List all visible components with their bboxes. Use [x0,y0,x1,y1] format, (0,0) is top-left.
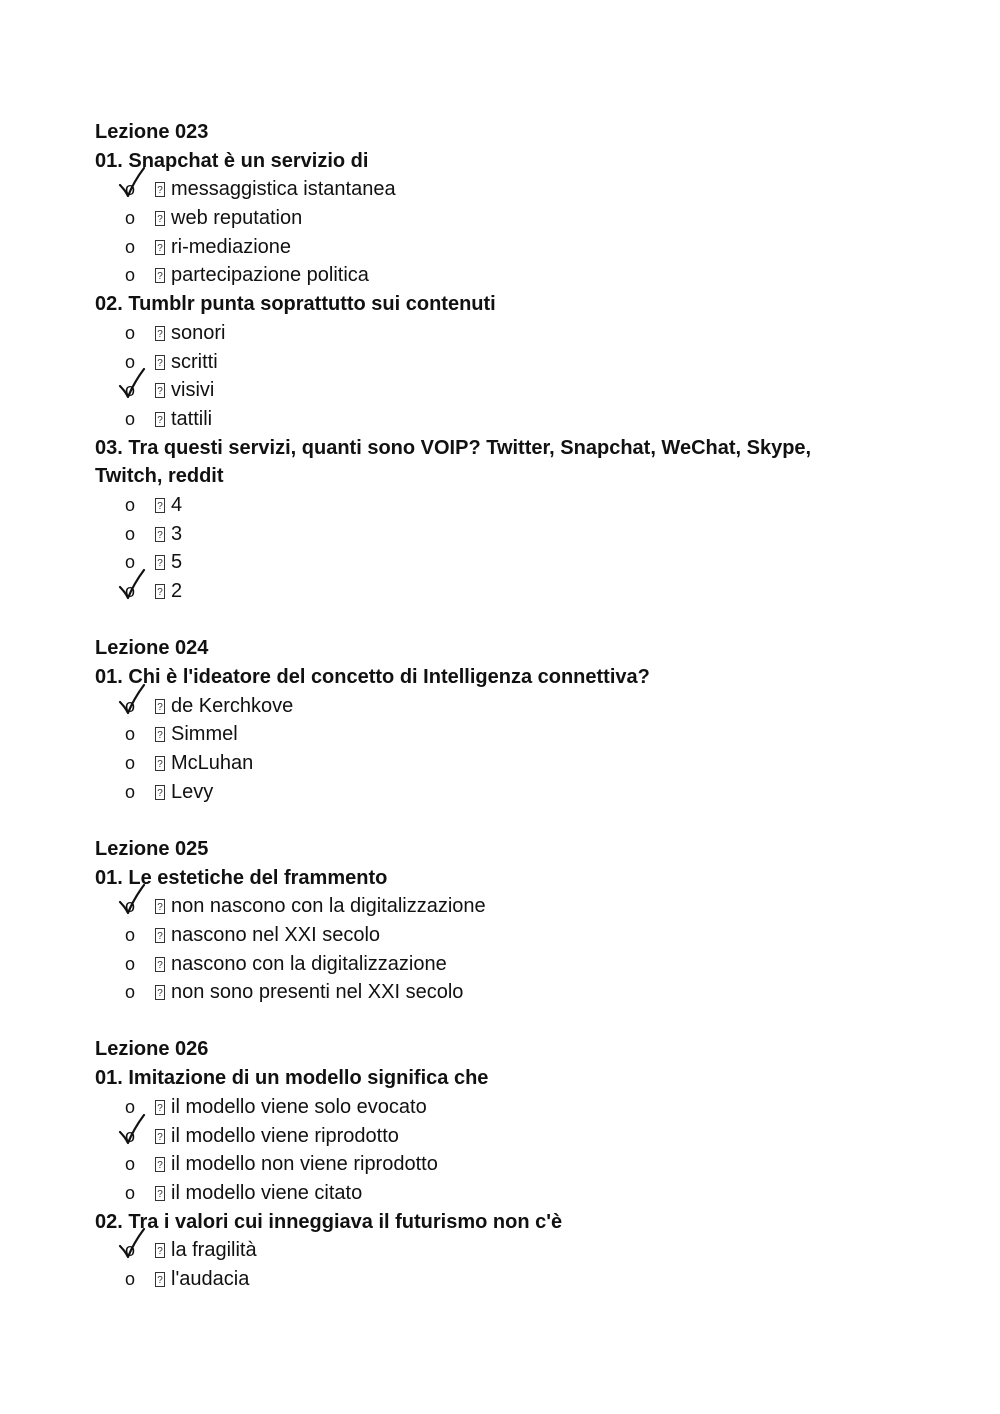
answer-option[interactable] [95,950,935,979]
bullet-icon: o [125,724,136,745]
answer-option[interactable] [95,1150,935,1179]
lesson-section [95,634,935,806]
answer-option[interactable] [95,720,935,749]
bullet-icon: o [125,1268,136,1289]
bullet-icon: o [125,1240,136,1261]
option-text: partecipazione politica [171,264,369,287]
option-text: 5 [171,551,183,574]
option-text: Simmel [171,723,238,746]
option-text: Levy [171,780,214,803]
missing-glyph-box-icon [155,727,165,742]
bullet-icon: o [125,351,136,372]
question-text: 01. Chi è l'ideatore del concetto di Intelligenza connettiva? [95,665,650,688]
answer-option[interactable] [95,1236,935,1265]
checkmark-icon [117,567,147,601]
answer-option[interactable] [95,1093,935,1122]
answer-option[interactable] [95,376,935,405]
bullet-icon: o [125,752,136,773]
lesson-title: Lezione 023 [95,121,209,143]
bullet-icon: o [125,494,136,515]
option-text: McLuhan [171,751,254,774]
option-text: la fragilità [171,1239,257,1262]
answer-option[interactable] [95,921,935,950]
missing-glyph-box-icon [155,355,165,370]
answer-option[interactable] [95,778,935,807]
missing-glyph-box-icon [155,1243,165,1258]
missing-glyph-box-icon [155,527,165,542]
checkmark-icon [117,1226,147,1260]
bullet-icon: o [125,924,136,945]
bullet-icon: o [125,265,136,286]
answer-option[interactable] [95,548,935,577]
question-text: 01. Imitazione di un modello significa che [95,1067,489,1090]
bullet-icon: o [125,1182,136,1203]
lesson-title: Lezione 024 [95,637,209,660]
bullet-icon: o [125,982,136,1003]
lesson-title: Lezione 025 [95,837,209,860]
answer-option[interactable] [95,204,935,233]
missing-glyph-box-icon [155,1129,165,1144]
lesson-title: Lezione 026 [95,1038,209,1061]
question-text: 01. Snapchat è un servizio di [95,149,369,172]
answer-option[interactable] [95,978,935,1007]
missing-glyph-box-icon [155,182,165,197]
missing-glyph-box-icon [155,699,165,714]
option-text: l'audacia [171,1267,250,1290]
option-text: scritti [171,350,218,373]
answer-option[interactable] [95,175,935,204]
lesson-section [95,1035,935,1293]
bullet-icon: o [125,208,136,229]
document-page [95,118,935,1294]
answer-option[interactable] [95,692,935,721]
bullet-icon: o [125,236,136,257]
lesson-section [95,118,935,606]
option-text: visivi [171,379,215,402]
missing-glyph-box-icon [155,383,165,398]
bullet-icon: o [125,581,136,601]
answer-option[interactable] [95,233,935,262]
answer-option[interactable] [95,348,935,377]
checkmark-icon [117,366,147,400]
answer-option[interactable] [95,520,935,549]
answer-option[interactable] [95,892,935,921]
option-text: 4 [171,493,183,516]
bullet-icon: o [125,380,136,401]
missing-glyph-box-icon [155,957,165,972]
option-text: tattili [171,407,213,430]
bullet-icon: o [125,1154,136,1175]
missing-glyph-box-icon [155,756,165,771]
bullet-icon: o [125,781,136,802]
option-text: messaggistica istantanea [171,178,396,201]
checkmark-icon [117,682,147,716]
bullet-icon: o [125,1125,136,1146]
missing-glyph-box-icon [155,555,165,570]
missing-glyph-box-icon [155,584,165,599]
missing-glyph-box-icon [155,498,165,513]
bullet-icon: o [125,953,136,974]
bullet-icon: o [125,523,136,544]
option-text: il modello viene citato [171,1181,363,1204]
option-text: 3 [171,522,183,545]
checkmark-icon [117,882,147,916]
option-text: non nascono con la digitalizzazione [171,895,486,918]
checkmark-icon [117,165,147,199]
option-text: sonori [171,321,226,344]
missing-glyph-box-icon [155,240,165,255]
missing-glyph-box-icon [155,326,165,341]
question-text: 03. Tra questi servizi, quanti sono VOIP? Twitter, Snapchat, WeChat, Skype, [95,436,812,459]
option-text: ri-mediazione [171,235,292,258]
missing-glyph-box-icon [155,211,165,226]
missing-glyph-box-icon [155,899,165,914]
bullet-icon: o [125,896,136,917]
lesson-section [95,835,935,1007]
option-text: il modello viene riprodotto [171,1124,399,1147]
missing-glyph-box-icon [155,928,165,943]
bullet-icon: o [125,1096,136,1117]
answer-option[interactable] [95,261,935,290]
bullet-icon: o [125,322,136,343]
missing-glyph-box-icon [155,1186,165,1201]
checkmark-icon [117,1112,147,1146]
answer-option[interactable] [95,1265,935,1294]
option-text: web reputation [171,207,303,230]
answer-option[interactable] [95,491,935,520]
option-text: non sono presenti nel XXI secolo [171,981,464,1004]
answer-option[interactable] [95,749,935,778]
question-text: 02. Tra i valori cui inneggiava il futurismo non c'è [95,1210,563,1233]
bullet-icon: o [125,408,136,429]
option-text: il modello viene solo evocato [171,1095,427,1118]
option-text: de Kerchkove [171,694,294,717]
missing-glyph-box-icon [155,1100,165,1115]
answer-option[interactable] [95,1122,935,1151]
option-text: 2 [171,580,183,602]
bullet-icon: o [125,695,136,716]
answer-option[interactable] [95,405,935,434]
option-text: il modello non viene riprodotto [171,1153,438,1176]
missing-glyph-box-icon [155,785,165,800]
bullet-icon: o [125,552,136,573]
option-text: nascono con la digitalizzazione [171,952,447,975]
answer-option[interactable] [95,1179,935,1208]
missing-glyph-box-icon [155,985,165,1000]
missing-glyph-box-icon [155,268,165,283]
question-text-continued: Twitch, reddit [95,465,224,488]
bullet-icon: o [125,179,136,200]
answer-option[interactable] [95,319,935,348]
missing-glyph-box-icon [155,1157,165,1172]
missing-glyph-box-icon [155,1272,165,1287]
missing-glyph-box-icon [155,412,165,427]
option-text: nascono nel XXI secolo [171,923,381,946]
question-text: 01. Le estetiche del frammento [95,866,388,889]
answer-option[interactable] [95,577,935,606]
question-text: 02. Tumblr punta soprattutto sui contenuti [95,293,496,316]
